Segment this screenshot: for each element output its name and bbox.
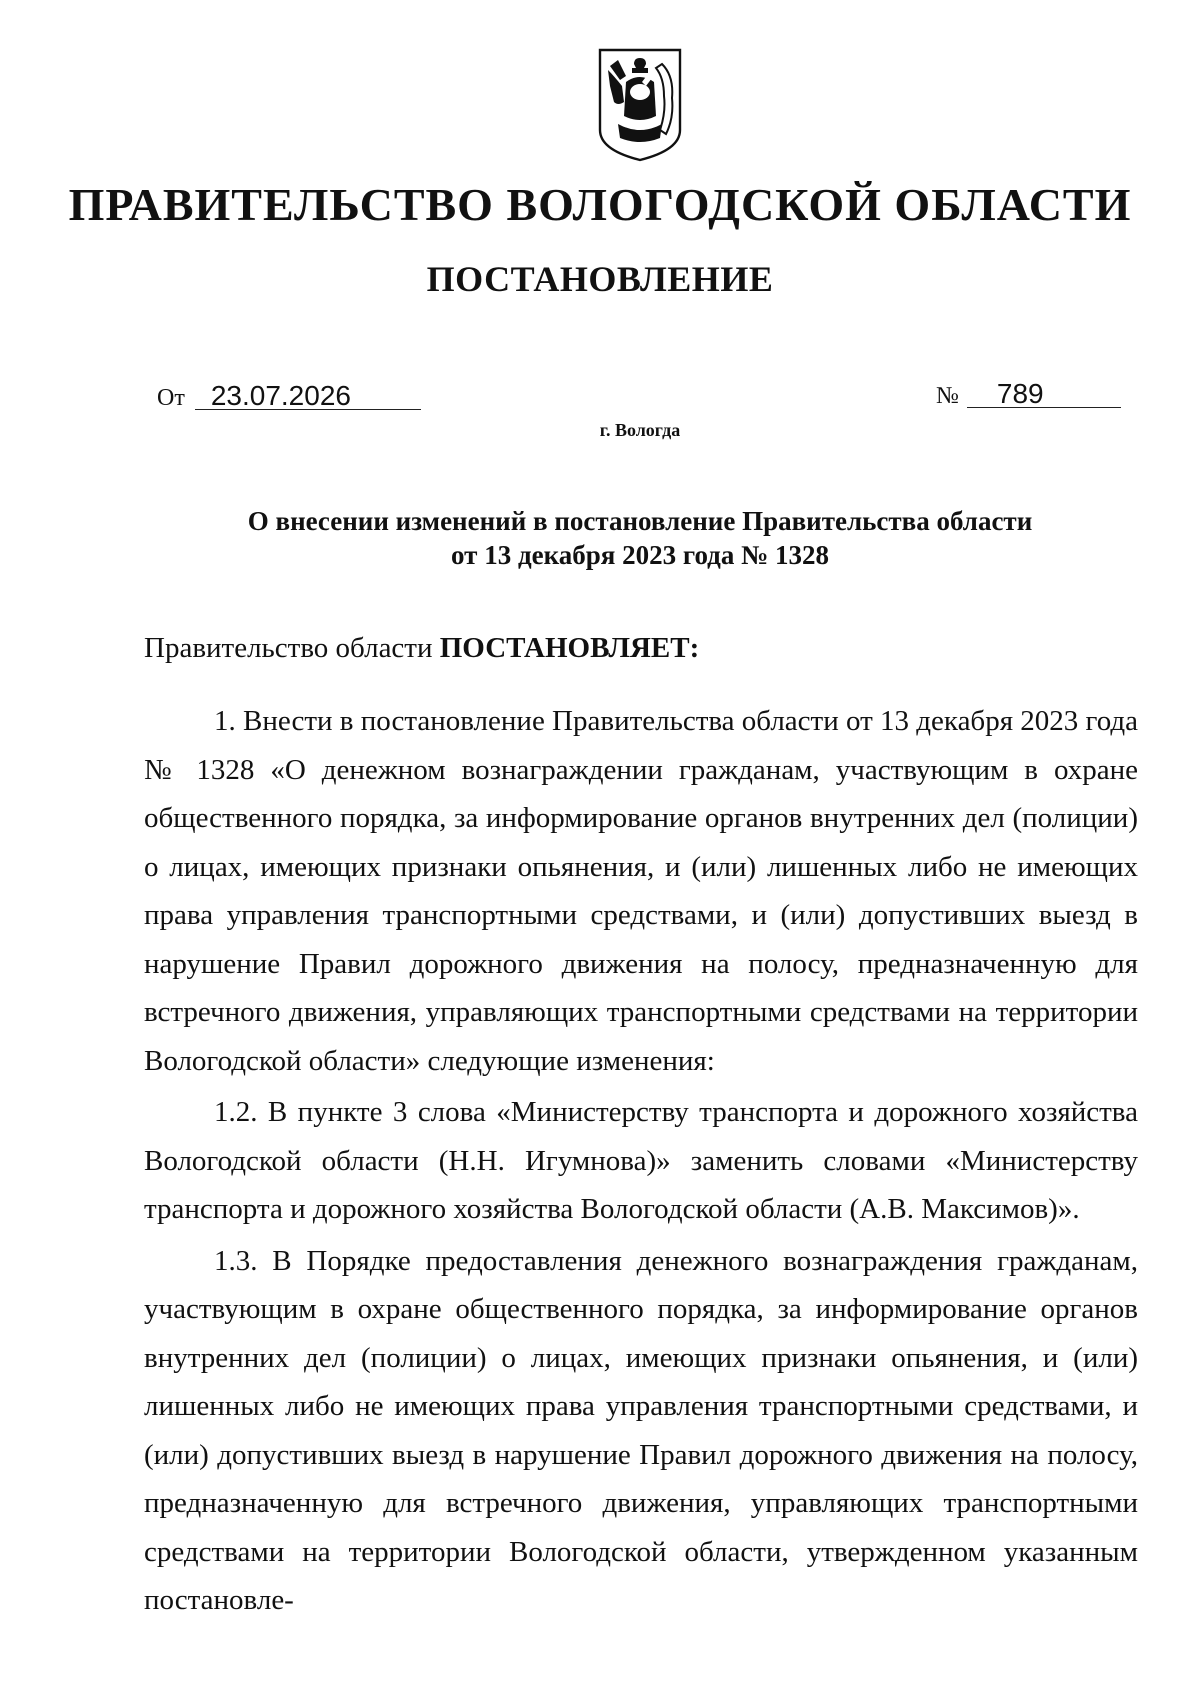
government-title: ПРАВИТЕЛЬСТВО ВОЛОГОДСКОЙ ОБЛАСТИ (68, 179, 1132, 230)
intro-line (144, 632, 699, 665)
paragraph-1: 1. Внести в постановление Правительства области от 13 декабря 2023 года № 1328 «О денежном вознаграждении гражданам, участвующим в охране общественного порядка, за информирование органов внутренних дел (полиции) о лицах, имеющих признаки опьянения, и (или) лишенных либо не имеющих права управления транспортными средствами, и (или) допустивших выезд в нарушение Правил дорожного движения на полосу, предназначенную для встречного движения, управляющих транспортными средствами на территории Вологодской области» следующие изменения: (144, 705, 1138, 1077)
document-type: ПОСТАНОВЛЕНИЕ (426, 259, 774, 299)
date-prefix: От (157, 385, 185, 411)
intro-colon: : (689, 632, 700, 664)
intro-text: Правительство области (144, 632, 440, 664)
paragraph-1-2: 1.2. В пункте 3 слова «Министерству транспорта и дорожного хозяйства Вологодской области (Н.Н. Игумнова)» заменить словами «Министерству транспорта и дорожного хозяйства Вологодской области (А.В. Максимов)». (144, 1096, 1138, 1225)
document-subject (0, 504, 1200, 572)
intro-verb: ПОСТАНОВЛЯЕТ (439, 632, 690, 664)
number-value: 789 (967, 381, 1121, 408)
number-prefix: № (936, 383, 959, 409)
date-value: 23.07.2026 (195, 383, 421, 410)
paragraph-1-3: 1.3. В Порядке предоставления денежного вознаграждения гражданам, участвующим в охране общественного порядка, за информирование органов внутренних дел (полиции) о лицах, имеющих признаки опьянения, и (или) лишенных либо не имеющих права управления транспортными средствами, и (или) допустивших выезд в нарушение Правил дорожного движения на полосу, предназначенную для встречного движения, управляющих транспортными средствами на территории Вологодской области, утвержденном указанным постановле- (144, 1244, 1138, 1616)
subject-line-2: от 13 декабря 2023 года № 1328 (451, 540, 829, 570)
coat-of-arms-emblem (596, 46, 684, 164)
document-body (144, 697, 1138, 1625)
date-field (157, 380, 421, 412)
subject-line-1: О внесении изменений в постановление Правительства области (247, 506, 1033, 536)
city-line: г. Вологда (599, 420, 681, 440)
number-field (936, 378, 1121, 410)
